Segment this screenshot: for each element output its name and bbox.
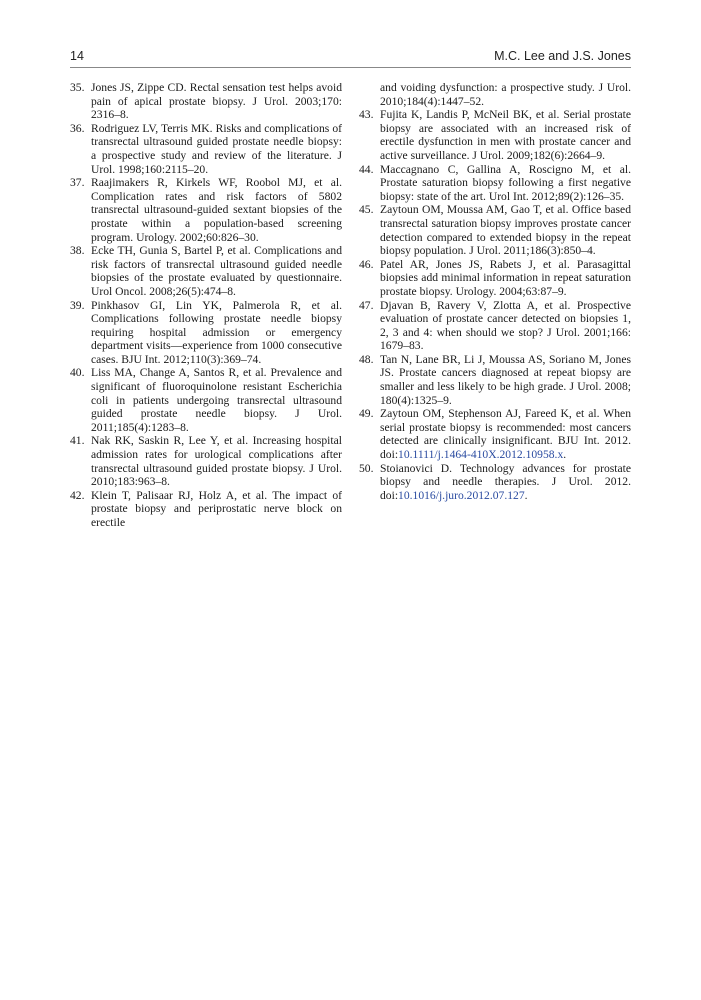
reference-item [359,462,631,503]
doi-link[interactable]: 10.1111/j.1464-410X.2012.10958.x [398,448,564,462]
reference-item [70,366,342,434]
reference-number: 37. [70,176,85,190]
reference-text: Klein T, Palisaar RJ, Holz A, et al. The impact of prostate biopsy and periprostatic nerve block on erectile [91,488,342,529]
reference-number: 44. [359,162,374,176]
reference-text: Raajimakers R, Kirkels WF, Roobol MJ, et al. Complication rates and risk factors of 5802 transrectal ultrasound-guided sextant biopsies of the prostate within a population-based screening program. Urology. 2002;60:826–30. [91,176,342,244]
reference-tail: . [524,488,528,502]
reference-text: and voiding dysfunction: a prospective study. J Urol. 2010;184(4):1447–52. [380,81,631,108]
reference-number: 49. [359,407,374,421]
reference-number: 38. [70,244,85,258]
reference-text: Djavan B, Ravery V, Zlotta A, et al. Prospective evaluation of prostate cancer detected on biopsies 1, 2, 3 and 4: when should we stop? J Urol. 2001;166: 1679–83. [380,298,631,353]
reference-number: 50. [359,461,374,475]
reference-text: Zaytoun OM, Moussa AM, Gao T, et al. Office based transrectal saturation biopsy improves prostate cancer detection compared to extended biopsy in the repeat biopsy population. J Urol. 2011;186(3):850–4. [380,203,631,258]
reference-text: Liss MA, Change A, Santos R, et al. Prevalence and significant of fluoroquinolone resistant Escherichia coli in patients undergoing transrectal ultrasound guided prostate needle biopsy. J Urol. 2011;185(4):1283–8. [91,366,342,434]
reference-number: 43. [359,108,374,122]
reference-text: Fujita K, Landis P, McNeil BK, et al. Serial prostate biopsy are associated with an increased risk of erectile dysfunction in men with prostate cancer and active surveillance. J Urol. 2009;182(6):2664–9. [380,108,631,162]
reference-tail: . [563,448,567,462]
doi-link[interactable]: 10.1016/j.juro.2012.07.127 [398,488,525,502]
reference-item [359,299,631,353]
reference-number: 47. [359,298,374,312]
references-right-column [359,81,631,502]
reference-item-continued [359,81,631,108]
reference-text [380,407,631,461]
page-header [70,47,631,68]
reference-item [70,81,342,122]
reference-item [359,407,631,461]
reference-text: Patel AR, Jones JS, Rabets J, et al. Parasagittal biopsies add minimal information in repeat saturation prostate biopsy. Urology. 2004;63:87–9. [380,257,631,298]
page-number: 14 [70,49,84,63]
reference-number: 41. [70,434,85,448]
reference-item [359,203,631,257]
reference-text [380,462,631,503]
reference-item [70,489,342,530]
reference-number: 35. [70,81,85,94]
reference-text: Nak RK, Saskin R, Lee Y, et al. Increasing hospital admission rates for urological complications after transrectal ultrasound guided prostate biopsy. J Urol. 2010;183:963–8. [91,434,342,489]
reference-number: 40. [70,366,85,380]
references-left-column [70,81,342,530]
reference-item [70,244,342,298]
reference-item [359,258,631,299]
reference-text: Maccagnano C, Gallina A, Roscigno M, et al. Prostate saturation biopsy following a first negative biopsy: state of the art. Urol Int. 2012;89(2):126–35. [380,162,631,203]
reference-number: 48. [359,352,374,366]
reference-item [70,122,342,176]
reference-text: Tan N, Lane BR, Li J, Moussa AS, Soriano M, Jones JS. Prostate cancers diagnosed at repeat biopsy are smaller and less likely to be high grade. J Urol. 2008; 180(4):1325–9. [380,352,631,407]
reference-body: Stoianovici D. Technology advances for prostate biopsy and needle therapies. J Urol. 2012. doi: [380,461,631,502]
reference-number: 36. [70,121,85,135]
reference-text: Ecke TH, Gunia S, Bartel P, et al. Complications and risk factors of transrectal ultrasound guided needle biopsies of the prostate evaluated by questionnaire. Urol Oncol. 2008;26(5):474–8. [91,244,342,298]
reference-item [70,299,342,367]
reference-item [359,353,631,407]
reference-text: Pinkhasov GI, Lin YK, Palmerola R, et al. Complications following prostate needle biopsy requiring hospital admission or emergency department visits—experience from 1000 consecutive cases. BJU Int. 2012;110(3):369–74. [91,298,342,366]
reference-item [70,434,342,488]
reference-number: 45. [359,203,374,217]
reference-body: Zaytoun OM, Stephenson AJ, Fareed K, et al. When serial prostate biopsy is recommended: most cancers detected are clinically insignificant. BJU Int. 2012. doi: [380,407,631,462]
reference-text: Jones JS, Zippe CD. Rectal sensation test helps avoid pain of apical prostate biopsy. J Urol. 2003;170: 2316–8. [91,81,342,122]
running-head: M.C. Lee and J.S. Jones [494,49,631,63]
reference-text: Rodriguez LV, Terris MK. Risks and complications of transrectal ultrasound guided prostate needle biopsy: a prospective study and review of the literature. J Urol. 1998;160:2115–20. [91,121,342,176]
reference-item [359,163,631,204]
reference-number: 39. [70,298,85,312]
reference-number: 42. [70,488,85,502]
reference-item [70,176,342,244]
reference-number: 46. [359,257,374,271]
reference-item [359,108,631,162]
